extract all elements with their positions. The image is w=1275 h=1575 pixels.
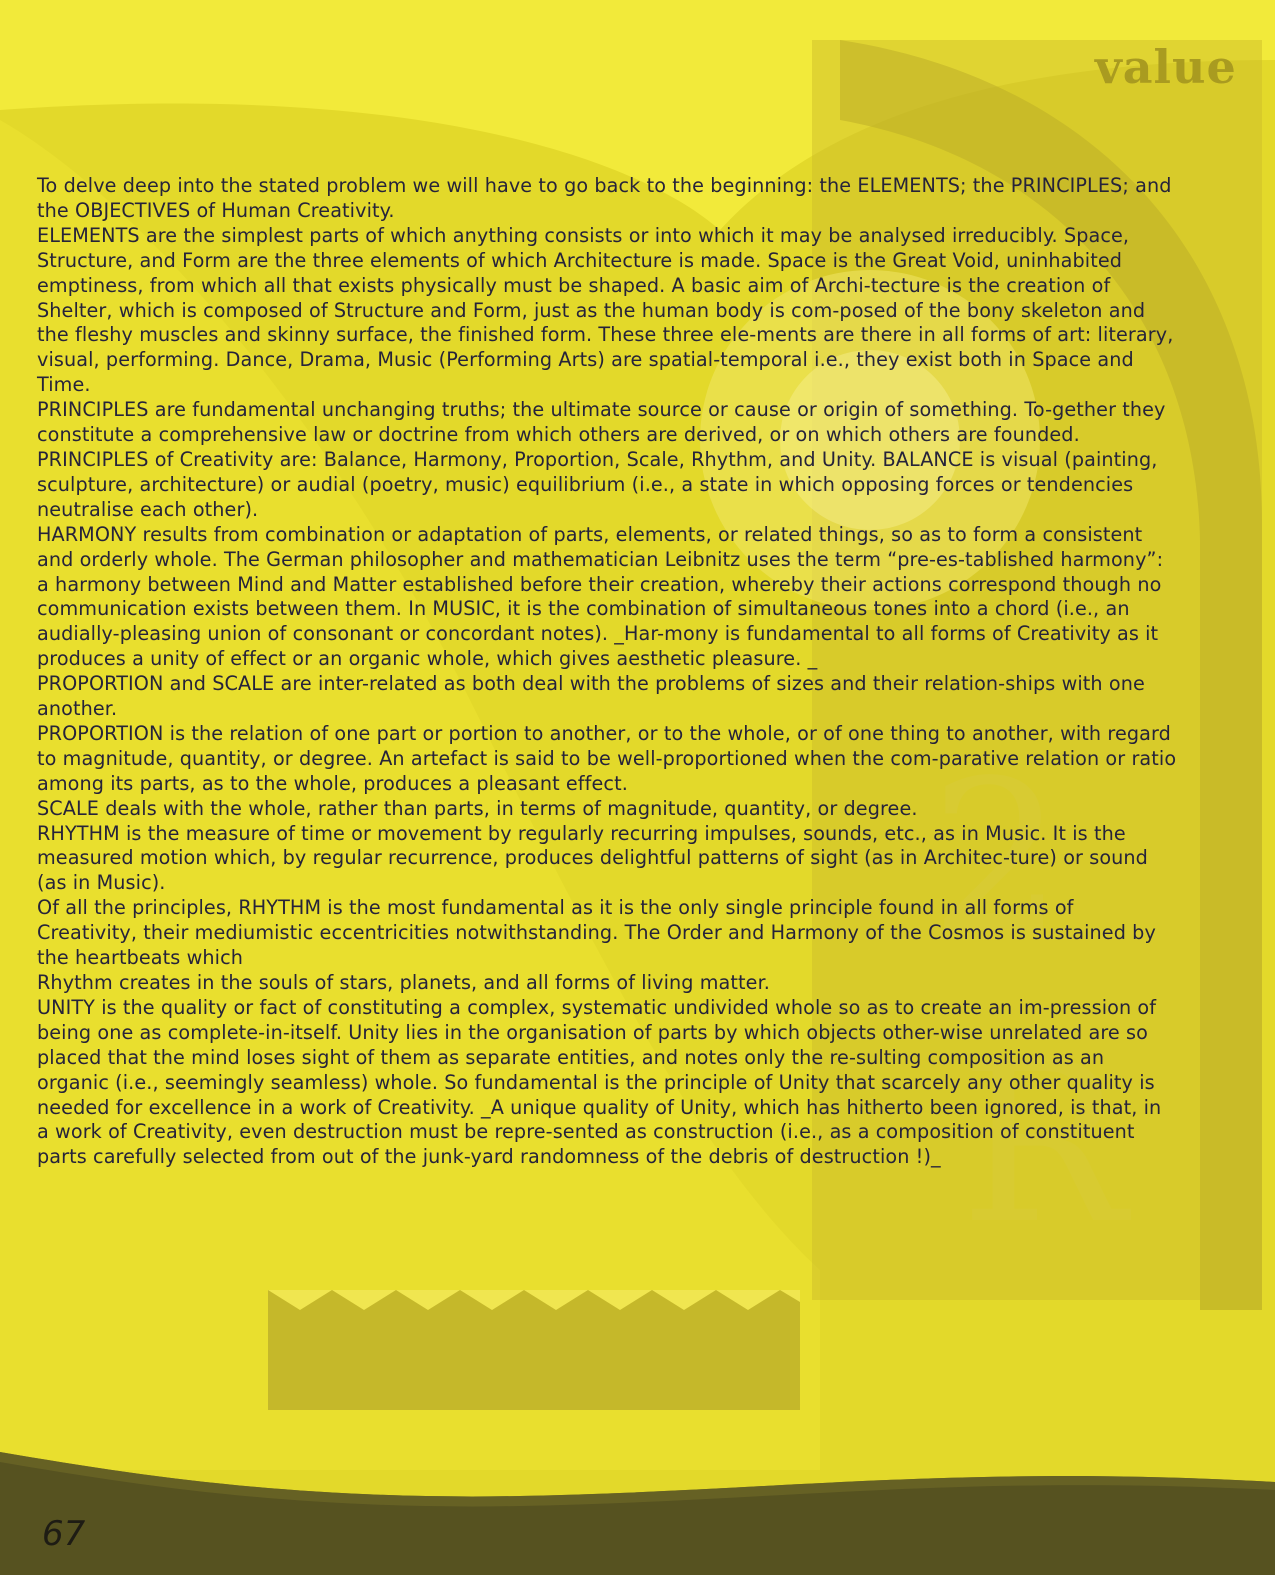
poster-title: value [1095,40,1237,94]
paragraph-intro: To delve deep into the stated problem we will have to go back to the beginning: the ELEMENTS; the PRINCIPLES; and the OBJECTIVES of Human Creativity. [37,174,1172,222]
article-body [37,174,1177,1170]
paragraph-scale: SCALE deals with the whole, rather than parts, in terms of magnitude, quantity, or degree. [37,796,918,820]
paragraph-rhythm-fundamental: Of all the principles, RHYTHM is the most fundamental as it is the only single principle found in all forms of Creativity, their mediumistic eccentricities notwithstanding. The Order and Harmony of the Cosmos is sustained by the heartbeats which Rhythm creates in the souls of stars, planets, and all forms of living matter. [37,896,1156,994]
page-number: 67 [42,1514,86,1554]
paragraph-harmony: HARMONY results from combination or adaptation of parts, elements, or related things, so as to form a consistent and orderly whole. The German philosopher and mathematician Leibnitz uses the term “pre-es-tablished harmony”: a harmony between Mind and Matter established before their creation, whereby their actions correspond though no communication exists between them. In MUSIC, it is the combination of simultaneous tones into a chord (i.e., an audially-pleasing union of consonant or concordant notes). _Har-mony is fundamental to all forms of Creativity as it produces a unity of effect or an organic whole, which gives aesthetic pleasure. _ [37,522,1164,671]
paragraph-proportion: PROPORTION is the relation of one part or portion to another, or to the whole, or of one thing to another, with regard to magnitude, quantity, or degree. An artefact is said to be well-proportioned when the com-parative relation or ratio among its parts, as to the whole, produces a pleasant effect. [37,721,1177,795]
paragraph-rhythm: RHYTHM is the measure of time or movement by regularly recurring impulses, sounds, etc., as in Music. It is the measured motion which, by regular recurrence, produces delightful patterns of sight (as in Architec-ture) or sound (as in Music). [37,821,1148,895]
paragraph-elements: ELEMENTS are the simplest parts of which anything consists or into which it may be analysed irreducibly. Space, Structure, and Form are the three elements of which Architecture is made. Space is the Great Void, uninhabited emptiness, from which all that exists physically must be shaped. A basic aim of Archi-tecture is the creation of Shelter, which is composed of Structure and Form, just as the human body is com-posed of the bony skeleton and the fleshy muscles and skinny surface, the finished form. These three ele-ments are there in all forms of art: literary, visual, performing. Dance, Drama, Music (Performing Arts) are spatial-temporal i.e., they exist both in Space and Time. [37,223,1174,397]
paragraph-principles-list: PRINCIPLES of Creativity are: Balance, Harmony, Proportion, Scale, Rhythm, and Unity. BALANCE is visual (painting, sculpture, architecture) or audial (poetry, music) equilibrium (i.e., a state in which opposing forces or tendencies neutralise each other). [37,447,1158,521]
paragraph-unity: UNITY is the quality or fact of constituting a complex, systematic undivided whole so as to create an im-pression of being one as complete-in-itself. Unity lies in the organisation of parts by which objects other-wise unrelated are so placed that the mind loses sight of them as separate entities, and notes only the re-sulting composition as an organic (i.e., seemingly seamless) whole. So fundamental is the principle of Unity that scarcely any other quality is needed for excellence in a work of Creativity. _A unique quality of Unity, which has hitherto been ignored, is that, in a work of Creativity, even destruction must be repre-sented as construction (i.e., as a composition of constituent parts carefully selected from out of the junk-yard randomness of the debris of destruction !)_ [37,995,1162,1169]
svg-text:R: R [960,1016,1126,1272]
svg-text:2: 2 [930,735,1064,980]
paragraph-proportion-scale: PROPORTION and SCALE are inter-related as both deal with the problems of sizes and their relation-ships with one another. [37,672,1145,721]
paragraph-principles-definition: PRINCIPLES are fundamental unchanging truths; the ultimate source or cause or origin of something. To-gether they constitute a comprehensive law or doctrine from which others are derived, or on which others are founded. [37,398,1166,447]
